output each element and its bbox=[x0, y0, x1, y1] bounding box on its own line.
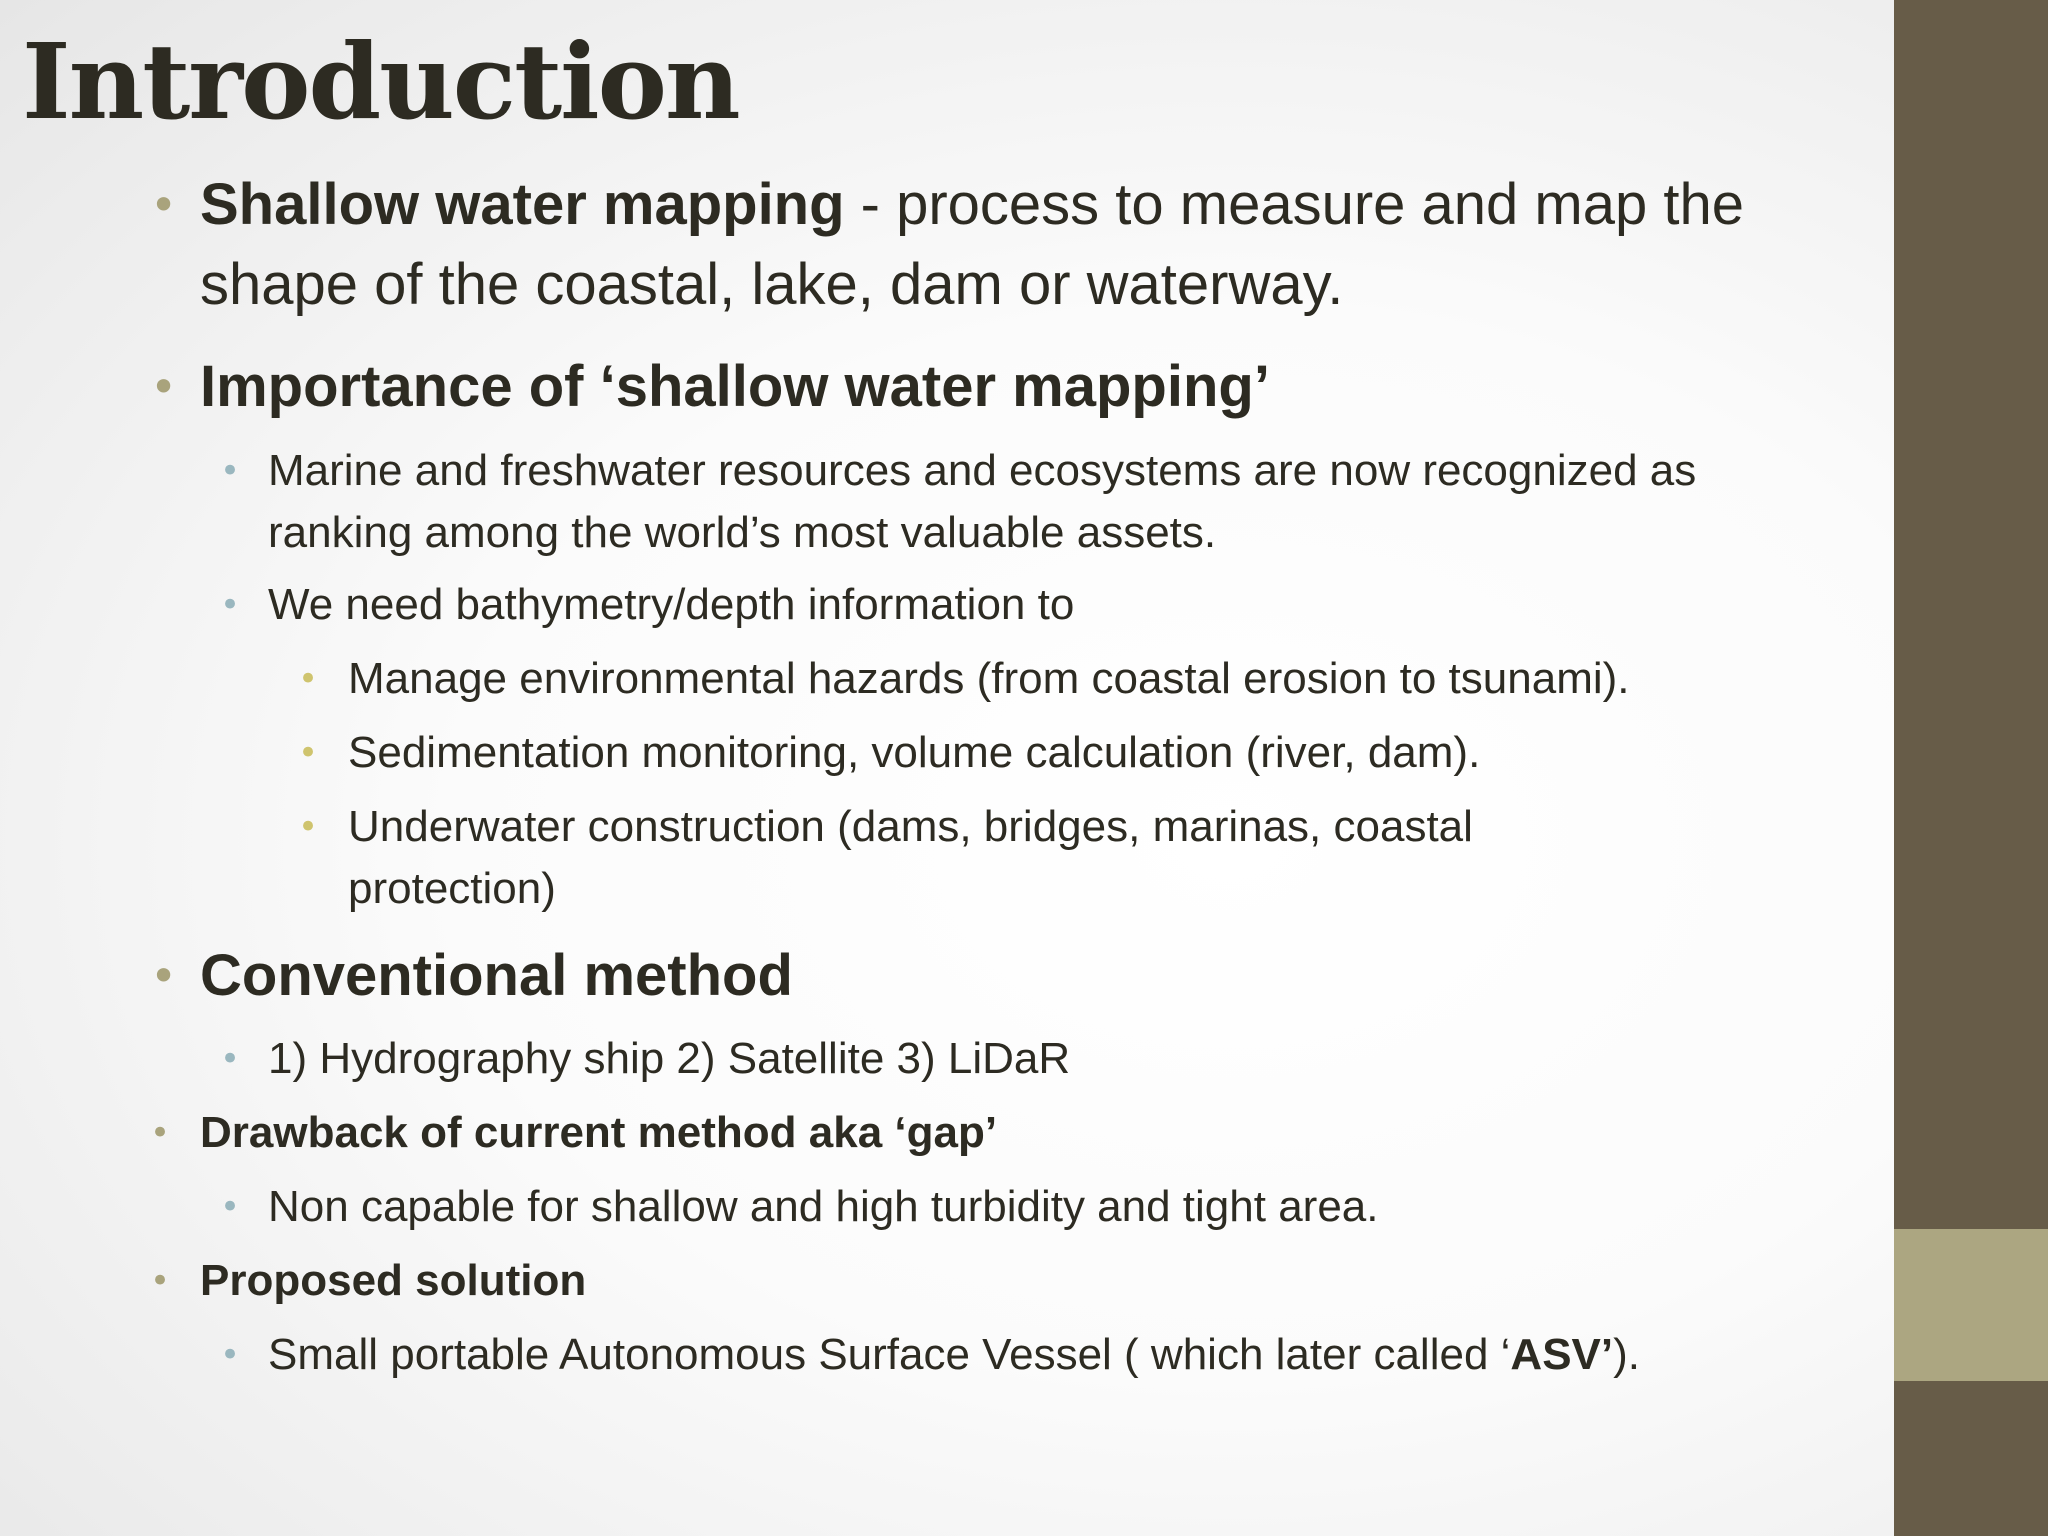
sub-sub-bullet-construction: • Underwater construction (dams, bridges, marinas, coastal protection) bbox=[348, 796, 1588, 920]
sub-sub-bullet-hazards: • Manage environmental hazards (from coastal erosion to tsunami). bbox=[348, 648, 1768, 710]
bullet-dot: • bbox=[150, 1261, 171, 1301]
bullet-dot: • bbox=[298, 807, 319, 847]
bullet-definition: - process to measure and map the shape of the coastal, lake, dam or waterway. bbox=[200, 172, 1744, 317]
sub-bullet-drawback-detail: • Non capable for shallow and high turbidity and tight area. bbox=[268, 1176, 1768, 1238]
sidebar-accent-block bbox=[1894, 1229, 2048, 1381]
asv-text-pre: Small portable Autonomous Surface Vessel ( which later called ‘ bbox=[268, 1330, 1511, 1379]
bullet-dot: • bbox=[220, 451, 241, 491]
bullet-dot: • bbox=[220, 1187, 241, 1227]
asv-text-bold: ASV’ bbox=[1510, 1330, 1614, 1379]
bullet-bold-term: Shallow water mapping bbox=[200, 172, 845, 237]
bullet-proposed-solution: • Proposed solution bbox=[200, 1250, 1700, 1312]
bullet-dot: • bbox=[298, 659, 319, 699]
sub-bullet-conventional-list: • 1) Hydrography ship 2) Satellite 3) LiDaR bbox=[268, 1028, 1768, 1090]
bullet-dot: • bbox=[150, 360, 178, 414]
bullet-importance-heading: • Importance of ‘shallow water mapping’ bbox=[200, 347, 1760, 427]
bullet-dot: • bbox=[150, 1113, 171, 1153]
bullet-dot: • bbox=[220, 1335, 241, 1375]
sub-bullet-marine-resources: • Marine and freshwater resources and ecosystems are now recognized as ranking among the world’s most valuable assets. bbox=[268, 440, 1768, 564]
sub-bullet-bathymetry-need: • We need bathymetry/depth information to bbox=[268, 574, 1768, 636]
sub-sub-bullet-sedimentation: • Sedimentation monitoring, volume calculation (river, dam). bbox=[348, 722, 1768, 784]
sub-bullet-asv bbox=[220, 1324, 1768, 1386]
bullet-conventional-method: • Conventional method bbox=[200, 936, 1760, 1016]
bullet-dot: • bbox=[220, 1039, 241, 1079]
slide-title: Introduction bbox=[22, 20, 739, 143]
bullet-shallow-water-mapping bbox=[150, 165, 1760, 325]
bullet-dot: • bbox=[150, 178, 178, 232]
bullet-drawback: • Drawback of current method aka ‘gap’ bbox=[200, 1102, 1700, 1164]
bullet-dot: • bbox=[150, 949, 178, 1003]
asv-text-post: ). bbox=[1613, 1330, 1641, 1379]
bullet-dot: • bbox=[298, 733, 319, 773]
bullet-dot: • bbox=[220, 585, 241, 625]
